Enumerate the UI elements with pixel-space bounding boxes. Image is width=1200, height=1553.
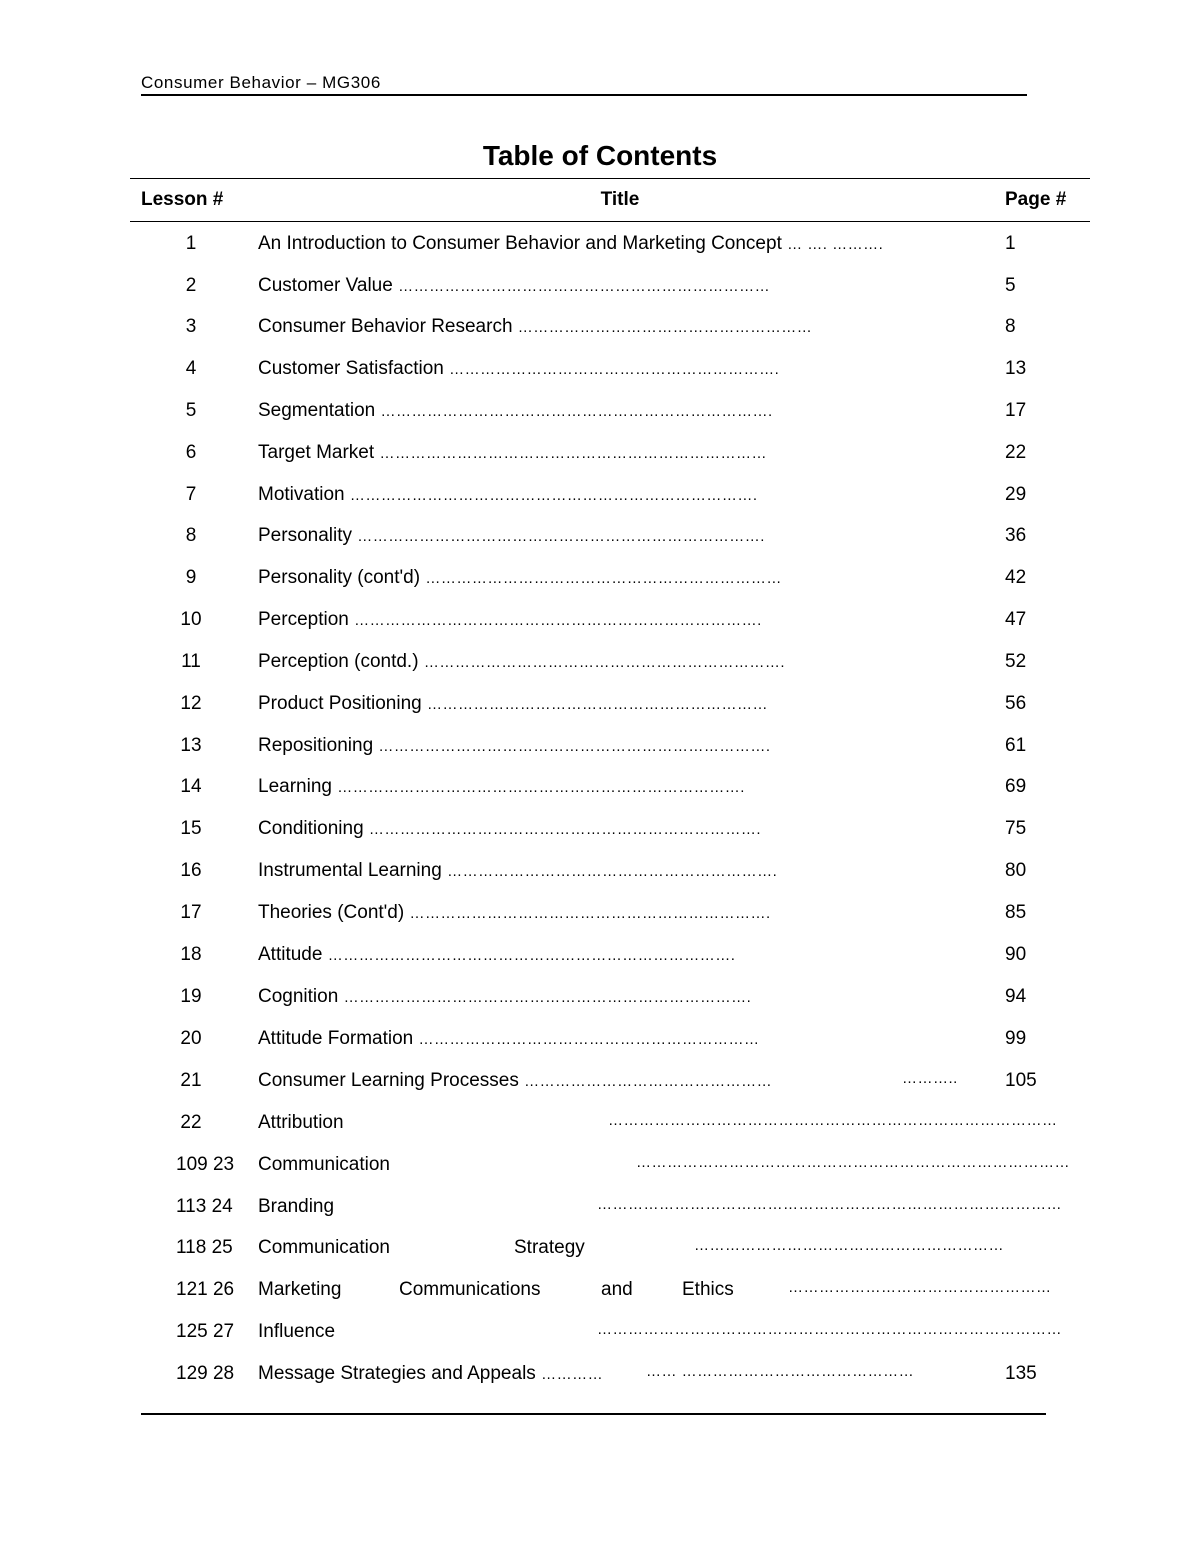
lesson-number: 129 28 — [176, 1363, 235, 1384]
table-bottom-rule — [141, 1413, 1046, 1415]
column-header-title: Title — [600, 189, 640, 210]
leader-dots: ……………………………………………………………………. — [349, 487, 758, 504]
lesson-number: 2 — [185, 275, 197, 296]
toc-row — [0, 233, 1200, 263]
lesson-title: Communication — [258, 1154, 390, 1175]
lesson-title: Instrumental Learning ………………………………………………………. — [258, 860, 778, 881]
page-number: 5 — [1005, 275, 1016, 296]
page-number: 80 — [1005, 860, 1027, 881]
page-number: 56 — [1005, 693, 1027, 714]
toc-row — [0, 1112, 1200, 1142]
leader-dots: ……………………………………………………………. — [409, 905, 771, 922]
lesson-title: Target Market ………………………………………………………………… — [258, 442, 767, 463]
page-number: 75 — [1005, 818, 1027, 839]
lesson-title-word: Ethics — [682, 1279, 734, 1300]
lesson-title: Attitude Formation ………………………………………………………… — [258, 1028, 760, 1049]
page-number: 52 — [1005, 651, 1027, 672]
leader-dots: ……………………………………………………………………………… — [597, 1196, 1062, 1213]
table-header-rule — [130, 221, 1090, 222]
lesson-number: 121 26 — [176, 1279, 235, 1300]
lesson-title: Conditioning …………………………………………………………………. — [258, 818, 762, 839]
toc-row — [0, 818, 1200, 848]
lesson-title: Product Positioning ………………………………………………………… — [258, 693, 768, 714]
leader-dots: ……………………………………………………………… — [398, 278, 771, 295]
page-number: 13 — [1005, 358, 1027, 379]
lesson-title: Influence — [258, 1321, 336, 1342]
lesson-number: 7 — [185, 484, 197, 505]
lesson-title: Customer Satisfaction ………………………………………………………. — [258, 358, 780, 379]
lesson-title: Branding — [258, 1196, 335, 1217]
running-header — [141, 72, 1027, 96]
page-number: 61 — [1005, 735, 1027, 756]
leader-dots: ……………………………………………………………………. — [343, 989, 752, 1006]
lesson-number: 109 23 — [176, 1154, 235, 1175]
lesson-title-word: Strategy — [514, 1237, 585, 1258]
toc-row — [0, 1154, 1200, 1184]
toc-row — [0, 358, 1200, 388]
toc-row — [0, 1070, 1200, 1100]
leader-dots: …………………………………………………………………………… — [608, 1112, 1058, 1129]
lesson-number: 19 — [180, 986, 202, 1007]
page-number: 105 — [1005, 1070, 1037, 1091]
column-header-lesson: Lesson # — [141, 189, 224, 210]
lesson-title: Personality ……………………………………………………………………. — [258, 525, 765, 546]
lesson-title: Cognition ……………………………………………………………………. — [258, 986, 752, 1007]
toc-row — [0, 567, 1200, 597]
lesson-title-word: and — [601, 1279, 633, 1300]
table-top-rule — [130, 178, 1090, 179]
lesson-title: Consumer Behavior Research ………………………………………………… — [258, 316, 813, 337]
column-header-page: Page # — [1005, 189, 1067, 210]
lesson-number: 8 — [185, 525, 197, 546]
toc-row — [0, 1237, 1200, 1267]
lesson-title: Attitude ……………………………………………………………………. — [258, 944, 736, 965]
toc-row — [0, 651, 1200, 681]
lesson-number: 3 — [185, 316, 197, 337]
page-number: 94 — [1005, 986, 1027, 1007]
lesson-number: 4 — [185, 358, 197, 379]
toc-row — [0, 525, 1200, 555]
lesson-title: Consumer Learning Processes ………………………………………… — [258, 1070, 773, 1091]
page-number: 90 — [1005, 944, 1027, 965]
leader-dots: ……………………………………………………………………………… — [597, 1321, 1062, 1338]
toc-row — [0, 1321, 1200, 1351]
page-number: 69 — [1005, 776, 1027, 797]
leader-dots: ……….. — [902, 1070, 958, 1087]
lesson-number: 13 — [180, 735, 202, 756]
lesson-title: Perception ……………………………………………………………………. — [258, 609, 762, 630]
toc-row — [0, 902, 1200, 932]
page-number: 1 — [1005, 233, 1016, 254]
lesson-number: 18 — [180, 944, 202, 965]
lesson-number: 11 — [181, 651, 201, 672]
toc-row — [0, 484, 1200, 514]
page-number: 135 — [1005, 1363, 1037, 1384]
lesson-number: 14 — [180, 776, 202, 797]
lesson-number: 10 — [180, 609, 202, 630]
page-number: 99 — [1005, 1028, 1027, 1049]
lesson-title: Repositioning …………………………………………………………………. — [258, 735, 771, 756]
toc-row — [0, 609, 1200, 639]
page-number: 85 — [1005, 902, 1027, 923]
toc-row — [0, 1028, 1200, 1058]
lesson-title: Marketing — [258, 1279, 342, 1300]
page-number: 42 — [1005, 567, 1027, 588]
leader-dots: …………………………………………………………………. — [380, 403, 773, 420]
leader-dots: ……………………………………………………………………. — [354, 612, 762, 629]
page-number: 8 — [1005, 316, 1016, 337]
lesson-number: 125 27 — [176, 1321, 235, 1342]
leader-dots: ……………………………………………………………………. — [337, 779, 745, 796]
page-number: 17 — [1005, 400, 1027, 421]
page-number: 47 — [1005, 609, 1027, 630]
page-title: Table of Contents — [482, 140, 718, 171]
leader-dots: …………………………………………………………………. — [378, 738, 771, 755]
toc-row — [0, 400, 1200, 430]
toc-row — [0, 1279, 1200, 1309]
toc-row — [0, 442, 1200, 472]
lesson-title: Personality (cont'd) …………………………………………………………… — [258, 567, 782, 588]
toc-row — [0, 693, 1200, 723]
toc-row — [0, 316, 1200, 346]
lesson-number: 17 — [180, 902, 202, 923]
lesson-number: 9 — [185, 567, 197, 588]
lesson-title: Attribution — [258, 1112, 344, 1133]
toc-row — [0, 1363, 1200, 1393]
page-number: 22 — [1005, 442, 1027, 463]
lesson-title-word: Communications — [399, 1279, 541, 1300]
course-title: Consumer Behavior – MG306 — [141, 73, 381, 92]
lesson-title: Motivation ……………………………………………………………………. — [258, 484, 758, 505]
leader-dots: ……………………………………………………………. — [423, 654, 785, 671]
lesson-title: Segmentation …………………………………………………………………. — [258, 400, 773, 421]
lesson-number: 113 24 — [176, 1196, 233, 1217]
lesson-number: 15 — [180, 818, 202, 839]
leader-dots: ………………………………………………………… — [418, 1031, 760, 1048]
lesson-number: 20 — [180, 1028, 202, 1049]
leader-dots: ………………………………………… — [524, 1073, 773, 1090]
toc-row — [0, 735, 1200, 765]
page-number: 36 — [1005, 525, 1027, 546]
lesson-title: Perception (contd.) ……………………………………………………………. — [258, 651, 785, 672]
leader-dots: ………………………………………………………. — [449, 361, 780, 378]
leader-dots: ……………………………………………………………………. — [327, 947, 736, 964]
lesson-number: 6 — [185, 442, 197, 463]
leader-dots: ………………………………………………………. — [447, 863, 778, 880]
leader-dots: ………… — [541, 1366, 604, 1383]
toc-row — [0, 944, 1200, 974]
lesson-title: Message Strategies and Appeals ………… — [258, 1363, 604, 1384]
leader-dots: ……………………………………………………………………. — [357, 528, 765, 545]
leader-dots: … …. ………. — [787, 236, 884, 253]
leader-dots: ………………………………………………………………… — [379, 445, 767, 462]
lesson-number: 21 — [180, 1070, 202, 1091]
lesson-number: 22 — [180, 1112, 202, 1133]
lesson-number: 16 — [180, 860, 202, 881]
lesson-title: An Introduction to Consumer Behavior and Marketing Concept … …. ………. — [258, 233, 884, 254]
toc-row — [0, 776, 1200, 806]
lesson-number: 12 — [180, 693, 202, 714]
lesson-number: 118 25 — [176, 1237, 233, 1258]
leader-dots: …………………………………………………………………. — [368, 821, 762, 838]
lesson-title: Customer Value ……………………………………………………………… — [258, 275, 771, 296]
leader-dots: ………………………………………………………… — [427, 696, 768, 713]
lesson-title: Communication — [258, 1237, 390, 1258]
leader-dots: …………………………………………………… — [694, 1237, 1004, 1254]
lesson-number: 5 — [185, 400, 197, 421]
toc-row — [0, 275, 1200, 305]
leader-dots: …… ……………………………………… — [646, 1363, 915, 1380]
leader-dots: ………………………………………………………………………… — [636, 1154, 1070, 1171]
lesson-title: Theories (Cont'd) ……………………………………………………………. — [258, 902, 771, 923]
lesson-number: 1 — [185, 233, 197, 254]
leader-dots: …………………………………………… — [788, 1279, 1052, 1296]
toc-row — [0, 1196, 1200, 1226]
toc-row — [0, 860, 1200, 890]
leader-dots: …………………………………………………………… — [425, 570, 782, 587]
lesson-title: Learning ……………………………………………………………………. — [258, 776, 745, 797]
page-number: 29 — [1005, 484, 1027, 505]
toc-row — [0, 986, 1200, 1016]
leader-dots: ………………………………………………… — [517, 319, 813, 336]
